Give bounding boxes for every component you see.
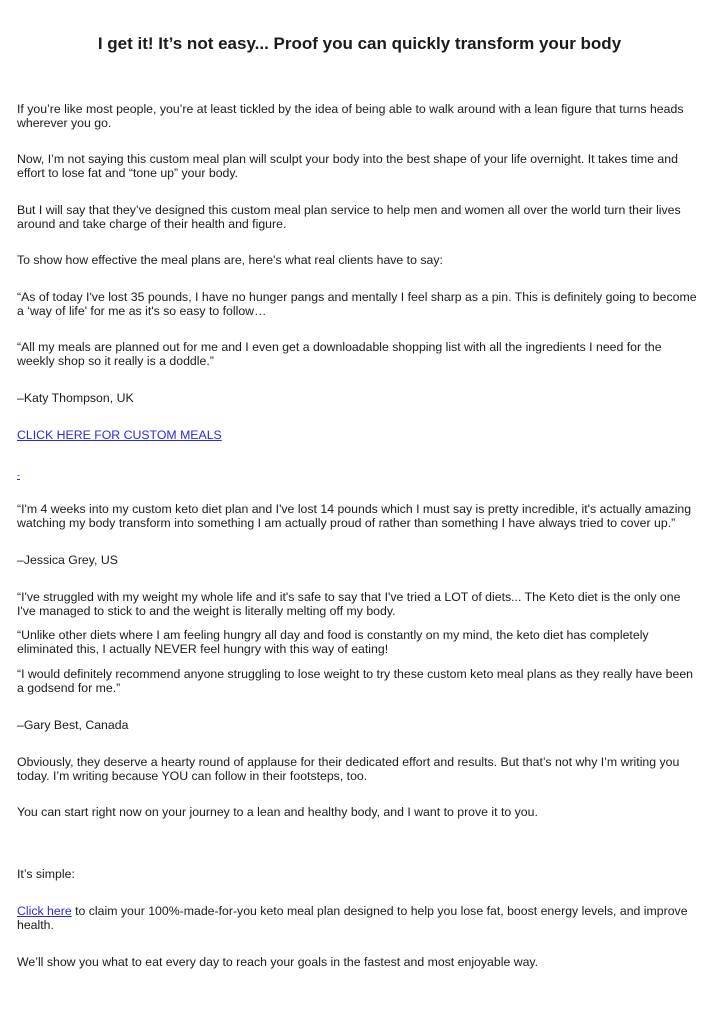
paragraph-service-design: But I will say that they’ve designed this custom meal plan service to help men and women all over the world turn their lives around and take charge of their health and figure. xyxy=(17,203,681,231)
claim-plan-text: to claim your 100%-made-for-you keto meal plan designed to help you lose fat, boost energy levels, and improve health. xyxy=(17,904,688,932)
paragraph-testimonials-intro: To show how effective the meal plans are, here's what real clients have to say: xyxy=(17,253,443,267)
paragraph-claim-plan xyxy=(17,905,702,932)
paragraph-not-overnight: Now, I’m not saying this custom meal plan will sculpt your body into the best shape of your life overnight. It takes time and effort to lose fat and “tone up” your body. xyxy=(17,152,678,180)
intro-paragraph: If you’re like most people, you’re at least tickled by the idea of being able to walk around with a lean figure that turns heads wherever you go. xyxy=(17,102,684,130)
custom-meals-link[interactable]: CLICK HERE FOR CUSTOM MEALS xyxy=(17,428,222,442)
click-here-link[interactable]: Click here xyxy=(17,904,72,918)
paragraph-applause: Obviously, they deserve a hearty round of applause for their dedicated effort and results. But that’s not why I’m writing you today. I’m writing because YOU can follow in their footsteps, too. xyxy=(17,755,680,783)
testimonial-quote-2: “All my meals are planned out for me and I even get a downloadable shopping list with all the ingredients I need for the weekly shop so it really is a doddle.” xyxy=(17,340,662,368)
paragraph-start-now: You can start right now on your journey to a lean and healthy body, and I want to prove it to you. xyxy=(17,805,538,819)
testimonial-quote-1: “As of today I've lost 35 pounds, I have no hunger pangs and mentally I feel sharp as a pin. This is definitely going to become a ‘way of life' for me as it's so easy to follow… xyxy=(17,290,697,318)
paragraph-simple: It’s simple: xyxy=(17,867,75,881)
testimonial-author-jessica: –Jessica Grey, US xyxy=(17,553,118,567)
dash-link-paragraph xyxy=(17,468,702,483)
testimonial-quote-4: “I've struggled with my weight my whole life and it's safe to say that I've tried a LOT of diets... The Keto diet is the only one I've managed to stick to and the weight is literally melting off my body. xyxy=(17,590,681,618)
testimonial-quote-3: “I'm 4 weeks into my custom keto diet plan and I've lost 14 pounds which I must say is pretty incredible, it's actually amazing watching my body transform into something I am actually proud of rather than something I have always tried to cover up.” xyxy=(17,502,692,530)
dash-link[interactable]: - xyxy=(17,470,20,480)
custom-meals-link-paragraph xyxy=(17,429,702,443)
testimonial-author-katy: –Katy Thompson, UK xyxy=(17,391,134,405)
testimonial-quote-6: “I would definitely recommend anyone struggling to lose weight to try these custom keto meal plans as they really have been a godsend for me.” xyxy=(17,667,694,695)
testimonial-quote-5: “Unlike other diets where I am feeling hungry all day and food is constantly on my mind, the keto diet has completely eliminated this, I actually NEVER feel hungry with this way of eating! xyxy=(17,628,649,656)
page-title: I get it! It’s not easy... Proof you can quickly transform your body xyxy=(97,34,622,53)
testimonial-author-gary: –Gary Best, Canada xyxy=(17,718,129,732)
paragraph-what-to-eat: We’ll show you what to eat every day to reach your goals in the fastest and most enjoyable way. xyxy=(17,955,539,969)
